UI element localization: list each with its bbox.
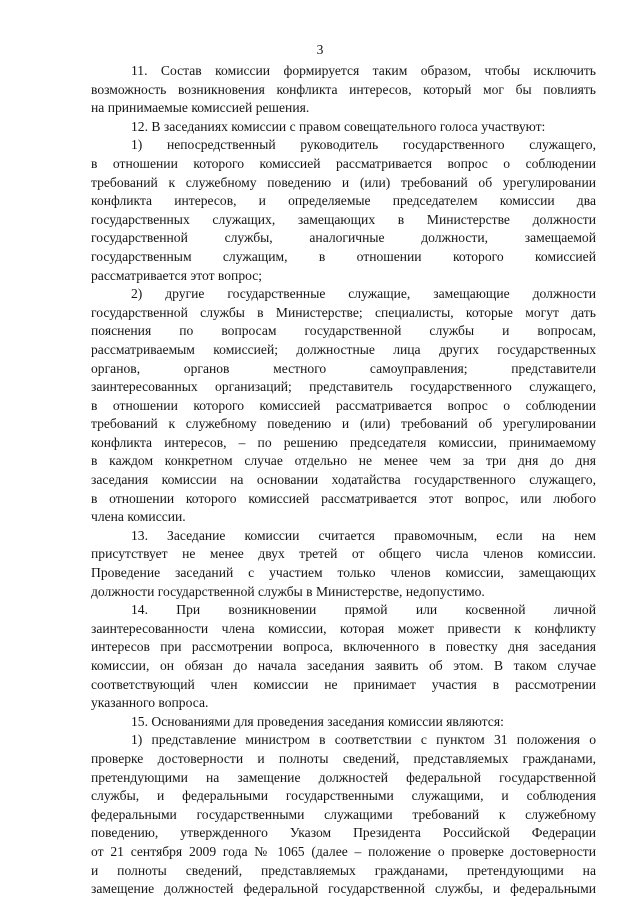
text-line: интересов при рассмотрении вопроса, включенного в повестку дня заседания [91,639,596,655]
text-line: в отношении которого комиссией рассматривается этот вопрос, или любого [91,490,596,506]
text-line: должности государственной службы в Министерстве, недопустимо. [91,583,485,599]
text-line: государственных служащих, замещающих в Министерстве должности [91,211,596,227]
text-line: присутствует не менее двух третей от общего числа членов комиссии. [91,546,596,562]
text-line: в каждом конкретном случае отдельно не менее чем за три дня до дня [91,453,596,469]
text-line: в отношении которого комиссией рассматривается вопрос о соблюдении [91,397,596,413]
page-number: 3 [316,42,324,57]
text-line: 14. При возникновении прямой или косвенной личной [131,602,596,618]
text-line: Проведение заседаний с участием только членов комиссии, замещающих [91,565,596,581]
text-line: службы, и федеральными государственными служащими, и соблюдения [91,788,596,804]
text-line: соответствующий член комиссии не принимает участия в рассмотрении [91,676,596,692]
text-line: комиссии, он обязан до начала заседания заявить об этом. В таком случае [91,658,596,673]
text-line: государственной службы в Министерстве; специалисты, которые могут дать [91,304,596,320]
text-line: 1) представление министром в соответствии с пунктом 31 положения о [131,732,596,748]
text-line: претендующими на замещение должностей федеральной государственной [91,769,596,785]
text-line: возможность возникновения конфликта интересов, который мог бы повлиять [91,81,596,97]
text-line: пояснения по вопросам государственной службы и вопросам, [91,323,596,339]
text-line: 15. Основаниями для проведения заседания комиссии являются: [131,713,504,729]
text-line: на принимаемые комиссией решения. [91,100,310,116]
text-line: замещение должностей федеральной государственной службы, и федеральными [91,881,596,897]
text-line: федеральными государственными служащими требований к служебному [91,806,596,822]
text-line: конфликта интересов, – по решению председателя комиссии, принимаемому [91,434,596,450]
text-line: члена комиссии. [91,509,186,525]
text-line: требований к служебному поведению и (или) требований об урегулировании [91,416,596,432]
text-line: 12. В заседаниях комиссии с правом совещательного голоса участвуют: [131,118,546,134]
text-line: поведению, утвержденного Указом Президента Российской Федерации [91,825,596,841]
text-line: 13. Заседание комиссии считается правомочным, если на нем [131,527,596,543]
text-line: и полноты сведений, представляемых гражданами, претендующими на [91,862,596,878]
text-line: конфликта интересов, и определяемые председателем комиссии два [91,193,596,209]
text-line: органов, органов местного самоуправления; представители [91,360,596,376]
document-body [91,62,596,899]
text-line: 2) другие государственные служащие, замещающие должности [131,286,596,302]
text-line: требований к служебному поведению и (или) требований об урегулировании [91,174,596,190]
text-line: государственной службы, аналогичные должности, замещаемой [91,230,596,246]
text-line: указанного вопроса. [91,695,209,711]
text-line: государственным служащим, в отношении которого комиссией [91,248,596,264]
text-line: заседания комиссии на основании ходатайства государственного служащего, [91,472,596,488]
text-line: 11. Состав комиссии формируется таким образом, чтобы исключить [131,63,596,78]
text-line: проверке достоверности и полноты сведений, представляемых гражданами, [91,750,596,766]
text-line: заинтересованных организаций; представитель государственного служащего, [91,379,596,395]
text-line: рассматривается этот вопрос; [91,267,263,283]
text-line: от 21 сентября 2009 года № 1065 (далее – положение о проверке достоверности [91,843,596,859]
text-line: 1) непосредственный руководитель государственного служащего, [131,137,596,153]
text-line: в отношении которого комиссией рассматривается вопрос о соблюдении [91,155,596,171]
text-line: заинтересованности члена комиссии, которая может привести к конфликту [91,620,596,636]
text-line: рассматриваемым комиссией; должностные лица других государственных [91,341,596,357]
